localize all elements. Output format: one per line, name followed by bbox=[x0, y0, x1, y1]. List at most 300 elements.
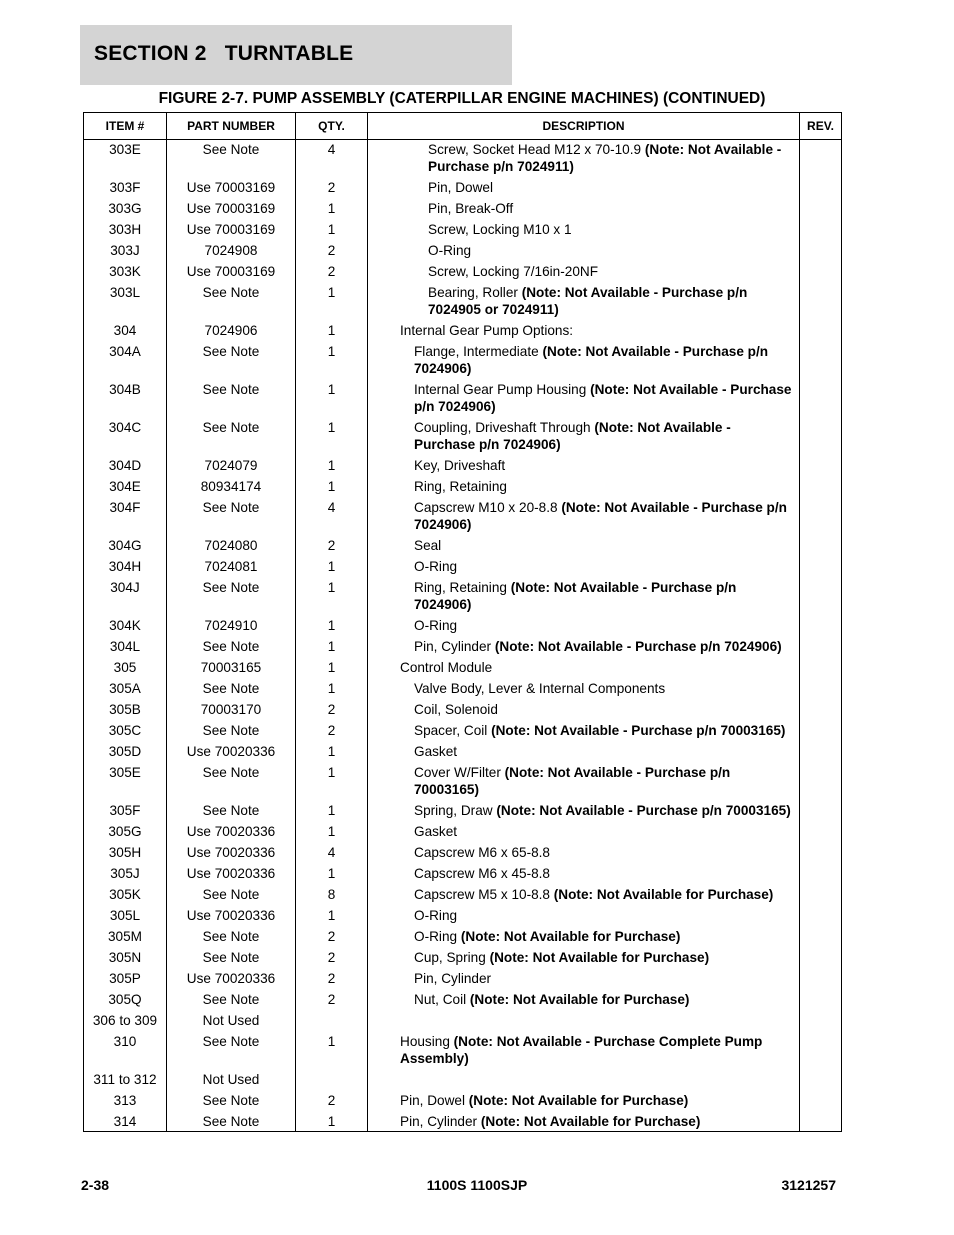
qty-cell: 2 bbox=[296, 948, 368, 969]
item-number-cell: 303E bbox=[84, 140, 167, 179]
qty-cell: 1 bbox=[296, 321, 368, 342]
item-number-cell: 305J bbox=[84, 864, 167, 885]
item-number-cell: 304E bbox=[84, 477, 167, 498]
part-number-cell: See Note bbox=[167, 1112, 296, 1132]
availability-note: (Note: Not Available - Purchase p/n 7024906) bbox=[414, 580, 737, 612]
part-number-cell: Use 70020336 bbox=[167, 969, 296, 990]
item-number-cell: 305P bbox=[84, 969, 167, 990]
description-text: Coil, Solenoid bbox=[414, 702, 498, 717]
table-row bbox=[84, 498, 842, 536]
description-text: Pin, Cylinder bbox=[414, 639, 495, 654]
qty-cell: 1 bbox=[296, 380, 368, 418]
table-row bbox=[84, 763, 842, 801]
availability-note: (Note: Not Available - Purchase p/n 70003165) bbox=[491, 723, 786, 738]
item-number-cell: 305N bbox=[84, 948, 167, 969]
description-text: Spacer, Coil bbox=[414, 723, 492, 738]
part-number-cell: Use 70020336 bbox=[167, 843, 296, 864]
part-number-cell: Use 70020336 bbox=[167, 906, 296, 927]
rev-cell bbox=[800, 616, 842, 637]
item-number-cell: 305Q bbox=[84, 990, 167, 1011]
rev-cell bbox=[800, 721, 842, 742]
part-number-cell: Use 70020336 bbox=[167, 864, 296, 885]
qty-cell: 1 bbox=[296, 220, 368, 241]
rev-cell bbox=[800, 969, 842, 990]
availability-note: (Note: Not Available - Purchase Complete Pump Assembly) bbox=[400, 1034, 763, 1066]
qty-cell: 2 bbox=[296, 178, 368, 199]
rev-cell bbox=[800, 679, 842, 700]
description-text: Valve Body, Lever & Internal Components bbox=[414, 681, 666, 696]
header-part-number: PART NUMBER bbox=[167, 113, 296, 140]
rev-cell bbox=[800, 199, 842, 220]
part-number-cell: See Note bbox=[167, 763, 296, 801]
description-text: Housing bbox=[400, 1034, 454, 1049]
description-cell bbox=[368, 822, 800, 843]
availability-note: (Note: Not Available - Purchase p/n 7024906) bbox=[494, 639, 782, 654]
section-title: SECTION 2 TURNTABLE bbox=[94, 42, 354, 65]
item-number-cell: 303F bbox=[84, 178, 167, 199]
description-text: Key, Driveshaft bbox=[414, 458, 506, 473]
rev-cell bbox=[800, 456, 842, 477]
description-text: Pin, Cylinder bbox=[414, 971, 492, 986]
description-cell bbox=[368, 616, 800, 637]
table-row bbox=[84, 178, 842, 199]
part-number-cell: Not Used bbox=[167, 1070, 296, 1091]
rev-cell bbox=[800, 283, 842, 321]
table-row bbox=[84, 700, 842, 721]
qty-cell: 1 bbox=[296, 477, 368, 498]
description-text: Gasket bbox=[414, 824, 458, 839]
part-number-cell: See Note bbox=[167, 927, 296, 948]
description-text: Pin, Break-Off bbox=[428, 201, 514, 216]
description-cell bbox=[368, 380, 800, 418]
description-text: Bearing, Roller bbox=[428, 285, 522, 300]
description-cell bbox=[368, 1032, 800, 1070]
availability-note: (Note: Not Available for Purchase) bbox=[480, 1114, 701, 1129]
item-number-cell: 310 bbox=[84, 1032, 167, 1070]
description-cell bbox=[368, 477, 800, 498]
item-number-cell: 313 bbox=[84, 1091, 167, 1112]
rev-cell bbox=[800, 321, 842, 342]
qty-cell: 1 bbox=[296, 1112, 368, 1132]
table-row bbox=[84, 557, 842, 578]
description-cell bbox=[368, 721, 800, 742]
table-row bbox=[84, 241, 842, 262]
qty-cell: 4 bbox=[296, 843, 368, 864]
description-cell bbox=[368, 658, 800, 679]
qty-cell: 1 bbox=[296, 801, 368, 822]
qty-cell: 1 bbox=[296, 822, 368, 843]
item-number-cell: 305K bbox=[84, 885, 167, 906]
description-cell bbox=[368, 456, 800, 477]
qty-cell bbox=[296, 1070, 368, 1091]
availability-note: (Note: Not Available - Purchase p/n 7024906) bbox=[414, 500, 787, 532]
item-number-cell: 311 to 312 bbox=[84, 1070, 167, 1091]
qty-cell: 2 bbox=[296, 1091, 368, 1112]
part-number-cell: See Note bbox=[167, 637, 296, 658]
part-number-cell: 70003165 bbox=[167, 658, 296, 679]
qty-cell: 1 bbox=[296, 456, 368, 477]
table-row bbox=[84, 1091, 842, 1112]
part-number-cell: 7024908 bbox=[167, 241, 296, 262]
description-text: Flange, Intermediate bbox=[414, 344, 543, 359]
table-row bbox=[84, 536, 842, 557]
rev-cell bbox=[800, 342, 842, 380]
page-number: 2-38 bbox=[81, 1177, 110, 1193]
description-cell bbox=[368, 1070, 800, 1091]
description-cell bbox=[368, 262, 800, 283]
table-row bbox=[84, 721, 842, 742]
parts-table-body bbox=[84, 140, 842, 1132]
description-text: Cup, Spring bbox=[414, 950, 490, 965]
item-number-cell: 304H bbox=[84, 557, 167, 578]
description-text: Capscrew M6 x 45-8.8 bbox=[414, 866, 550, 881]
header-qty: QTY. bbox=[296, 113, 368, 140]
description-cell bbox=[368, 418, 800, 456]
header-item: ITEM # bbox=[84, 113, 167, 140]
qty-cell: 2 bbox=[296, 927, 368, 948]
parts-table bbox=[83, 112, 842, 1132]
item-number-cell: 305E bbox=[84, 763, 167, 801]
table-row bbox=[84, 1011, 842, 1032]
table-row bbox=[84, 140, 842, 179]
model-name: 1100S 1100SJP bbox=[426, 1177, 528, 1193]
table-row bbox=[84, 906, 842, 927]
description-text: O-Ring bbox=[414, 559, 458, 574]
part-number-cell: Use 70003169 bbox=[167, 220, 296, 241]
table-row bbox=[84, 342, 842, 380]
item-number-cell: 303J bbox=[84, 241, 167, 262]
item-number-cell: 303G bbox=[84, 199, 167, 220]
description-text: Pin, Dowel bbox=[400, 1093, 469, 1108]
table-row bbox=[84, 742, 842, 763]
item-number-cell: 303H bbox=[84, 220, 167, 241]
item-number-cell: 304B bbox=[84, 380, 167, 418]
part-number-cell: Use 70020336 bbox=[167, 822, 296, 843]
description-cell bbox=[368, 241, 800, 262]
description-cell bbox=[368, 948, 800, 969]
item-number-cell: 305C bbox=[84, 721, 167, 742]
description-cell bbox=[368, 199, 800, 220]
part-number-cell: See Note bbox=[167, 990, 296, 1011]
description-cell bbox=[368, 969, 800, 990]
item-number-cell: 303L bbox=[84, 283, 167, 321]
item-number-cell: 305H bbox=[84, 843, 167, 864]
item-number-cell: 305 bbox=[84, 658, 167, 679]
table-row bbox=[84, 948, 842, 969]
description-cell bbox=[368, 578, 800, 616]
part-number-cell: 7024079 bbox=[167, 456, 296, 477]
rev-cell bbox=[800, 140, 842, 179]
qty-cell: 1 bbox=[296, 418, 368, 456]
rev-cell bbox=[800, 906, 842, 927]
qty-cell bbox=[296, 1011, 368, 1032]
qty-cell: 2 bbox=[296, 536, 368, 557]
part-number-cell: See Note bbox=[167, 721, 296, 742]
description-text: Ring, Retaining bbox=[414, 580, 511, 595]
item-number-cell: 305G bbox=[84, 822, 167, 843]
table-row bbox=[84, 321, 842, 342]
description-cell bbox=[368, 700, 800, 721]
availability-note: (Note: Not Available - Purchase p/n 70003165) bbox=[496, 803, 791, 818]
part-number-cell: See Note bbox=[167, 948, 296, 969]
rev-cell bbox=[800, 700, 842, 721]
rev-cell bbox=[800, 262, 842, 283]
rev-cell bbox=[800, 801, 842, 822]
part-number-cell: Not Used bbox=[167, 1011, 296, 1032]
item-number-cell: 304D bbox=[84, 456, 167, 477]
header-description: DESCRIPTION bbox=[368, 113, 800, 140]
table-row bbox=[84, 199, 842, 220]
rev-cell bbox=[800, 990, 842, 1011]
table-row bbox=[84, 1032, 842, 1070]
part-number-cell: Use 70003169 bbox=[167, 199, 296, 220]
availability-note: (Note: Not Available - Purchase p/n 7024906) bbox=[414, 420, 731, 452]
item-number-cell: 304A bbox=[84, 342, 167, 380]
description-cell bbox=[368, 1011, 800, 1032]
description-text: Internal Gear Pump Options: bbox=[400, 323, 574, 338]
description-text: Seal bbox=[414, 538, 442, 553]
part-number-cell: See Note bbox=[167, 679, 296, 700]
description-text: Nut, Coil bbox=[414, 992, 470, 1007]
description-cell bbox=[368, 321, 800, 342]
description-text: O-Ring bbox=[414, 929, 461, 944]
description-text: O-Ring bbox=[414, 908, 458, 923]
qty-cell: 1 bbox=[296, 637, 368, 658]
part-number-cell: See Note bbox=[167, 1032, 296, 1070]
item-number-cell: 305B bbox=[84, 700, 167, 721]
description-text: Screw, Socket Head M12 x 70-10.9 bbox=[428, 142, 645, 157]
table-row bbox=[84, 418, 842, 456]
description-cell bbox=[368, 885, 800, 906]
part-number-cell: 7024906 bbox=[167, 321, 296, 342]
availability-note: (Note: Not Available for Purchase) bbox=[460, 929, 681, 944]
description-cell bbox=[368, 283, 800, 321]
header-rev: REV. bbox=[800, 113, 842, 140]
qty-cell: 1 bbox=[296, 342, 368, 380]
rev-cell bbox=[800, 178, 842, 199]
table-row bbox=[84, 262, 842, 283]
rev-cell bbox=[800, 948, 842, 969]
rev-cell bbox=[800, 843, 842, 864]
description-cell bbox=[368, 1112, 800, 1132]
table-row bbox=[84, 1070, 842, 1091]
rev-cell bbox=[800, 498, 842, 536]
description-text: Pin, Dowel bbox=[428, 180, 493, 195]
rev-cell bbox=[800, 822, 842, 843]
section-banner bbox=[80, 25, 512, 85]
rev-cell bbox=[800, 536, 842, 557]
description-text: Screw, Locking M10 x 1 bbox=[428, 222, 572, 237]
table-row bbox=[84, 990, 842, 1011]
description-text: Cover W/Filter bbox=[414, 765, 505, 780]
description-text: Gasket bbox=[414, 744, 458, 759]
part-number-cell: Use 70020336 bbox=[167, 742, 296, 763]
item-number-cell: 304 bbox=[84, 321, 167, 342]
description-cell bbox=[368, 927, 800, 948]
item-number-cell: 305D bbox=[84, 742, 167, 763]
description-cell bbox=[368, 637, 800, 658]
table-header-row bbox=[84, 113, 842, 140]
table-row bbox=[84, 380, 842, 418]
description-text: Screw, Locking 7/16in-20NF bbox=[428, 264, 599, 279]
item-number-cell: 304J bbox=[84, 578, 167, 616]
rev-cell bbox=[800, 658, 842, 679]
rev-cell bbox=[800, 1011, 842, 1032]
availability-note: (Note: Not Available for Purchase) bbox=[468, 1093, 689, 1108]
description-cell bbox=[368, 536, 800, 557]
part-number-cell: 7024081 bbox=[167, 557, 296, 578]
document-number: 3121257 bbox=[781, 1177, 836, 1193]
part-number-cell: See Note bbox=[167, 140, 296, 179]
table-row bbox=[84, 1112, 842, 1132]
qty-cell: 1 bbox=[296, 283, 368, 321]
qty-cell: 1 bbox=[296, 557, 368, 578]
rev-cell bbox=[800, 763, 842, 801]
availability-note: (Note: Not Available for Purchase) bbox=[553, 887, 774, 902]
item-number-cell: 305F bbox=[84, 801, 167, 822]
rev-cell bbox=[800, 241, 842, 262]
description-text: Spring, Draw bbox=[414, 803, 497, 818]
qty-cell: 4 bbox=[296, 140, 368, 179]
qty-cell: 1 bbox=[296, 578, 368, 616]
rev-cell bbox=[800, 418, 842, 456]
item-number-cell: 314 bbox=[84, 1112, 167, 1132]
table-row bbox=[84, 283, 842, 321]
rev-cell bbox=[800, 578, 842, 616]
item-number-cell: 305M bbox=[84, 927, 167, 948]
rev-cell bbox=[800, 1070, 842, 1091]
qty-cell: 2 bbox=[296, 721, 368, 742]
table-row bbox=[84, 637, 842, 658]
rev-cell bbox=[800, 477, 842, 498]
description-text: O-Ring bbox=[428, 243, 472, 258]
rev-cell bbox=[800, 557, 842, 578]
description-cell bbox=[368, 178, 800, 199]
description-cell bbox=[368, 990, 800, 1011]
description-cell bbox=[368, 906, 800, 927]
table-row bbox=[84, 658, 842, 679]
table-row bbox=[84, 822, 842, 843]
qty-cell: 2 bbox=[296, 700, 368, 721]
part-number-cell: Use 70003169 bbox=[167, 262, 296, 283]
qty-cell: 2 bbox=[296, 969, 368, 990]
table-row bbox=[84, 864, 842, 885]
rev-cell bbox=[800, 380, 842, 418]
part-number-cell: 80934174 bbox=[167, 477, 296, 498]
figure-title: FIGURE 2-7. PUMP ASSEMBLY (CATERPILLAR ENGINE MACHINES) (CONTINUED) bbox=[158, 90, 766, 107]
description-text: Capscrew M6 x 65-8.8 bbox=[414, 845, 550, 860]
table-row bbox=[84, 843, 842, 864]
description-text: Coupling, Driveshaft Through bbox=[414, 420, 595, 435]
description-text: Capscrew M5 x 10-8.8 bbox=[414, 887, 554, 902]
part-number-cell: 7024080 bbox=[167, 536, 296, 557]
part-number-cell: See Note bbox=[167, 578, 296, 616]
table-row bbox=[84, 456, 842, 477]
rev-cell bbox=[800, 927, 842, 948]
qty-cell: 1 bbox=[296, 199, 368, 220]
qty-cell: 4 bbox=[296, 498, 368, 536]
item-number-cell: 305A bbox=[84, 679, 167, 700]
qty-cell: 1 bbox=[296, 616, 368, 637]
part-number-cell: See Note bbox=[167, 418, 296, 456]
description-cell bbox=[368, 763, 800, 801]
rev-cell bbox=[800, 637, 842, 658]
item-number-cell: 304K bbox=[84, 616, 167, 637]
description-text: Internal Gear Pump Housing bbox=[414, 382, 591, 397]
table-row bbox=[84, 679, 842, 700]
qty-cell: 1 bbox=[296, 742, 368, 763]
qty-cell: 1 bbox=[296, 763, 368, 801]
item-number-cell: 304F bbox=[84, 498, 167, 536]
rev-cell bbox=[800, 864, 842, 885]
description-cell bbox=[368, 801, 800, 822]
qty-cell: 2 bbox=[296, 262, 368, 283]
table-row bbox=[84, 616, 842, 637]
table-row bbox=[84, 220, 842, 241]
part-number-cell: Use 70003169 bbox=[167, 178, 296, 199]
part-number-cell: See Note bbox=[167, 380, 296, 418]
part-number-cell: See Note bbox=[167, 283, 296, 321]
rev-cell bbox=[800, 220, 842, 241]
item-number-cell: 304C bbox=[84, 418, 167, 456]
availability-note: (Note: Not Available - Purchase p/n 7024911) bbox=[428, 142, 782, 174]
item-number-cell: 305L bbox=[84, 906, 167, 927]
availability-note: (Note: Not Available for Purchase) bbox=[469, 992, 690, 1007]
item-number-cell: 304L bbox=[84, 637, 167, 658]
rev-cell bbox=[800, 885, 842, 906]
item-number-cell: 303K bbox=[84, 262, 167, 283]
description-text: Pin, Cylinder bbox=[400, 1114, 481, 1129]
qty-cell: 1 bbox=[296, 864, 368, 885]
description-text: Capscrew M10 x 20-8.8 bbox=[414, 500, 562, 515]
description-cell bbox=[368, 557, 800, 578]
description-cell bbox=[368, 864, 800, 885]
item-number-cell: 306 to 309 bbox=[84, 1011, 167, 1032]
part-number-cell: 7024910 bbox=[167, 616, 296, 637]
qty-cell: 1 bbox=[296, 1032, 368, 1070]
description-text: Control Module bbox=[400, 660, 493, 675]
description-cell bbox=[368, 679, 800, 700]
description-cell bbox=[368, 342, 800, 380]
qty-cell: 1 bbox=[296, 679, 368, 700]
table-row bbox=[84, 927, 842, 948]
description-cell bbox=[368, 1091, 800, 1112]
part-number-cell: See Note bbox=[167, 1091, 296, 1112]
rev-cell bbox=[800, 1112, 842, 1132]
description-text: O-Ring bbox=[414, 618, 458, 633]
qty-cell: 1 bbox=[296, 658, 368, 679]
part-number-cell: See Note bbox=[167, 342, 296, 380]
item-number-cell: 304G bbox=[84, 536, 167, 557]
availability-note: (Note: Not Available - Purchase p/n 7024905 or 7024911) bbox=[428, 285, 748, 317]
table-row bbox=[84, 969, 842, 990]
description-cell bbox=[368, 140, 800, 179]
availability-note: (Note: Not Available for Purchase) bbox=[489, 950, 710, 965]
part-number-cell: See Note bbox=[167, 885, 296, 906]
rev-cell bbox=[800, 1032, 842, 1070]
description-cell bbox=[368, 220, 800, 241]
qty-cell: 2 bbox=[296, 241, 368, 262]
availability-note: (Note: Not Available - Purchase p/n 7024906) bbox=[414, 344, 769, 376]
qty-cell: 1 bbox=[296, 906, 368, 927]
part-number-cell: See Note bbox=[167, 801, 296, 822]
description-cell bbox=[368, 843, 800, 864]
part-number-cell: See Note bbox=[167, 498, 296, 536]
availability-note: (Note: Not Available - Purchase p/n 7024906) bbox=[414, 382, 792, 414]
availability-note: (Note: Not Available - Purchase p/n 70003165) bbox=[414, 765, 731, 797]
table-row bbox=[84, 801, 842, 822]
table-row bbox=[84, 477, 842, 498]
